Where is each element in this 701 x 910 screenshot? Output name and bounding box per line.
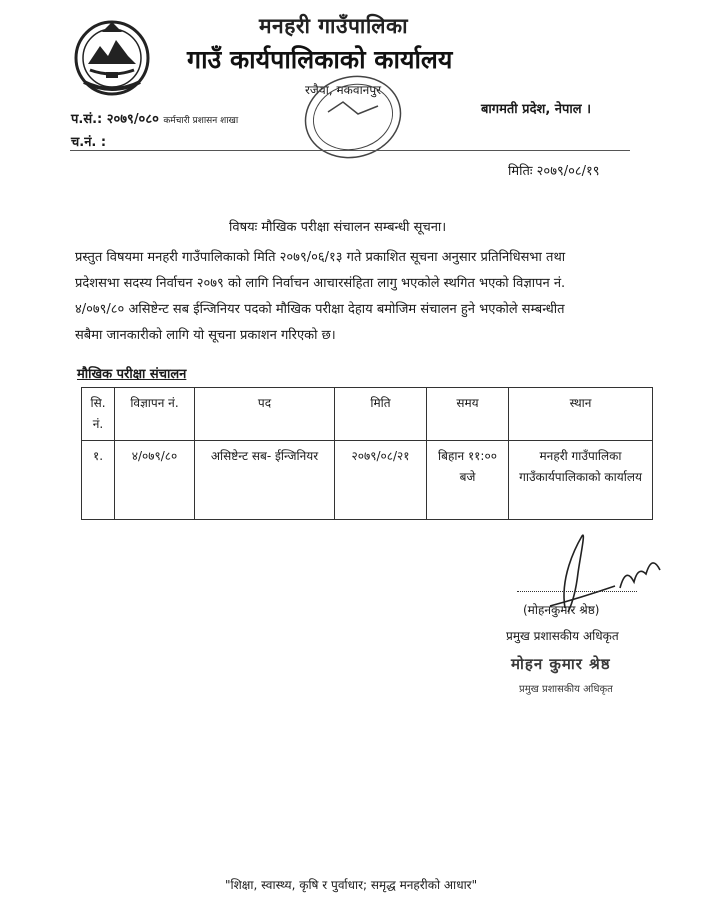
body-line: सबैमा जानकारीको लागि यो सूचना प्रकाशन गरिएको छ।	[75, 328, 336, 343]
header-divider	[70, 150, 630, 151]
reference-number	[71, 109, 238, 127]
dispatch-number: च.नं. :	[71, 135, 107, 150]
table-cell: ४/०७९/८०	[115, 441, 195, 520]
column-header: समय	[427, 388, 509, 441]
designation-stamp: प्रमुख प्रशासकीय अधिकृत	[519, 684, 613, 695]
column-header: सि. नं.	[82, 388, 115, 441]
province-address: बागमती प्रदेश, नेपाल ।	[481, 102, 592, 117]
name-stamp: मोहन कुमार श्रेष्ठ	[511, 655, 611, 673]
notice-subject: विषयः मौखिक परीक्षा संचालन सम्बन्धी सूचना।	[229, 220, 447, 235]
body-line: प्रस्तुत विषयमा मनहरी गाउँपालिकाको मिति २०७९/०६/१३ गते प्रकाशित सूचना अनुसार प्रतिनिधिसभा तथा	[75, 250, 566, 265]
section-title: मौखिक परीक्षा संचालन	[77, 367, 187, 382]
office-stamp-icon	[298, 72, 408, 162]
column-header: विज्ञापन नं.	[115, 388, 195, 441]
office-name: गाउँ कार्यपालिकाको कार्यालय	[187, 45, 453, 74]
reference-section: कर्मचारी प्रशासन शाखा	[163, 116, 239, 126]
municipality-name: मनहरी गाउँपालिका	[259, 14, 409, 38]
column-header: पद	[195, 388, 335, 441]
table-cell: बिहान ११:०० बजे	[427, 441, 509, 520]
body-line: ४/०७९/८० असिष्टेन्ट सब ईन्जिनियर पदको मौखिक परीक्षा देहाय बमोजिम संचालन हुने भएकोले सम्बन्धीत	[75, 302, 565, 317]
table-header-row	[82, 388, 653, 441]
office-location: रजैया, मकवानपुर	[305, 83, 382, 97]
column-header: मिति	[335, 388, 427, 441]
table-cell: २०७९/०८/२१	[335, 441, 427, 520]
reference-number-value: प.सं.: २०७९/०८०	[71, 112, 159, 127]
body-line: प्रदेशसभा सदस्य निर्वाचन २०७९ को लागि निर्वाचन आचारसंहिता लागु भएकोले स्थगित भएको विज्ञापन नं.	[75, 276, 566, 291]
column-header: स्थान	[509, 388, 653, 441]
notice-date: मितिः २०७९/०८/१९	[508, 164, 600, 179]
signature-line	[517, 591, 637, 592]
table-row	[82, 441, 653, 520]
table-cell: असिष्टेन्ट सब- ईन्जिनियर	[195, 441, 335, 520]
table-cell: १.	[82, 441, 115, 520]
footer-slogan: "शिक्षा, स्वास्थ्य, कृषि र पुर्वाधार; समृद्ध मनहरीको आधार"	[225, 878, 478, 892]
notice-body	[75, 245, 660, 349]
exam-schedule-table	[81, 387, 653, 520]
signer-name: (मोहनकुमार श्रेष्ठ)	[523, 603, 600, 617]
nepal-emblem-icon	[66, 12, 158, 104]
table-cell: मनहरी गाउँपालिका गाउँकार्यपालिकाको कार्यालय	[509, 441, 653, 520]
signer-designation: प्रमुख प्रशासकीय अधिकृत	[506, 629, 619, 643]
